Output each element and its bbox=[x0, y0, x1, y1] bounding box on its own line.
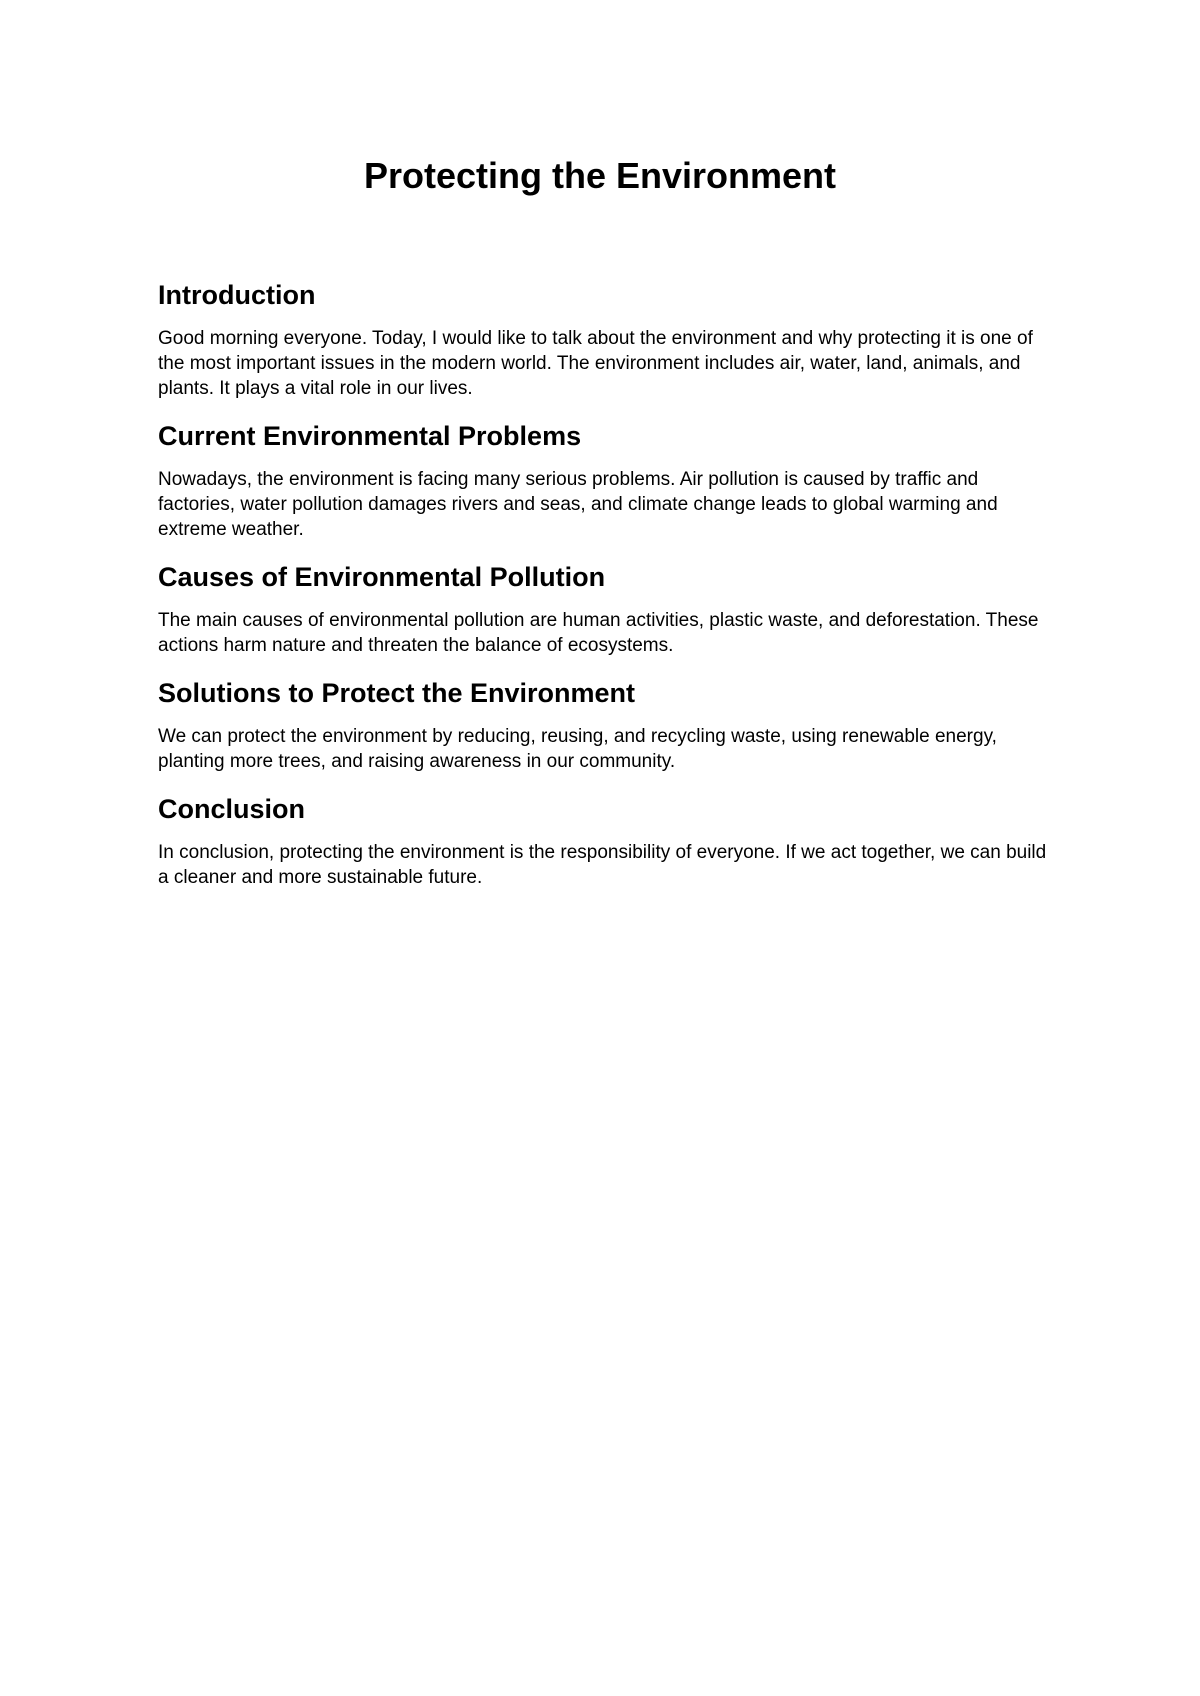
section-conclusion bbox=[158, 794, 1048, 890]
section-heading: Solutions to Protect the Environment bbox=[158, 678, 636, 709]
section-current-problems bbox=[158, 421, 1048, 542]
section-heading: Introduction bbox=[158, 280, 316, 310]
section-introduction bbox=[158, 280, 1048, 401]
section-paragraph: In conclusion, protecting the environment is the responsibility of everyone. If we act together, we can build a cleaner and more sustainable future. bbox=[158, 842, 1047, 889]
section-paragraph: Nowadays, the environment is facing many serious problems. Air pollution is caused by traffic and factories, water pollution damages rivers and seas, and climate change leads to global warming and extreme weather. bbox=[158, 469, 998, 541]
document-title: Protecting the Environment bbox=[363, 155, 837, 196]
document-content bbox=[158, 280, 1048, 910]
section-heading: Current Environmental Problems bbox=[158, 421, 582, 452]
section-paragraph: Good morning everyone. Today, I would like to talk about the environment and why protecting it is one of the most important issues in the modern world. The environment includes air, water, land, animals, and plants. It plays a vital role in our lives. bbox=[158, 328, 1033, 400]
section-solutions bbox=[158, 678, 1048, 774]
section-paragraph: We can protect the environment by reducing, reusing, and recycling waste, using renewable energy, planting more trees, and raising awareness in our community. bbox=[158, 726, 997, 773]
section-heading: Conclusion bbox=[158, 794, 305, 825]
section-paragraph: The main causes of environmental pollution are human activities, plastic waste, and deforestation. These actions harm nature and threaten the balance of ecosystems. bbox=[158, 610, 1039, 657]
section-heading: Causes of Environmental Pollution bbox=[158, 562, 606, 593]
section-causes bbox=[158, 562, 1048, 658]
